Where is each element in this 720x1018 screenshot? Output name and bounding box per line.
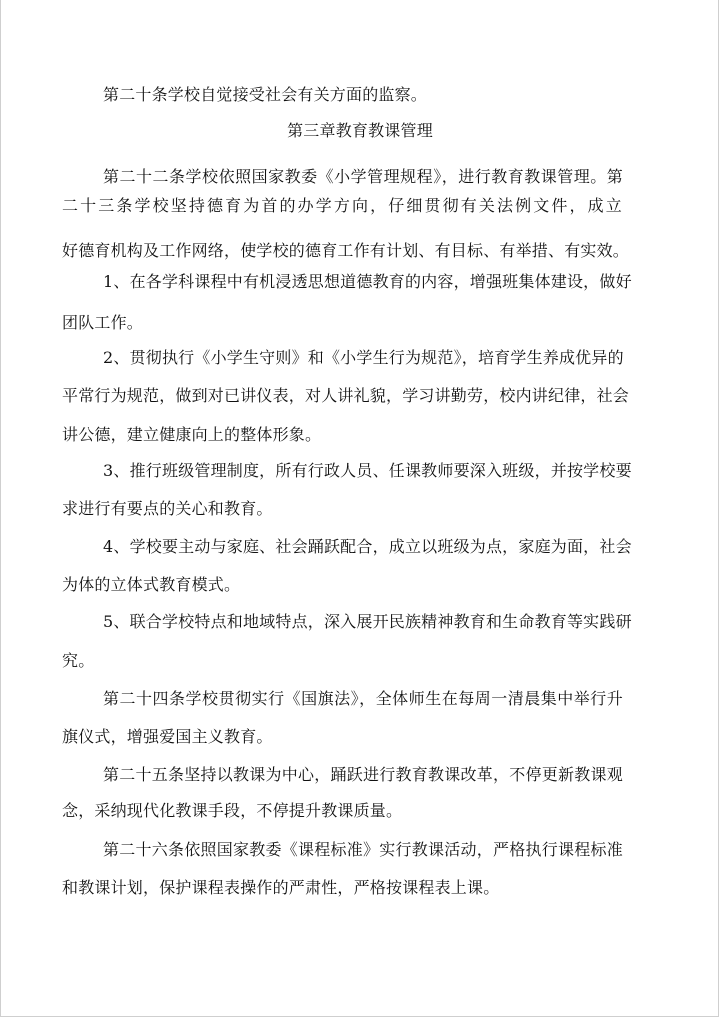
- item-5-line-2: 究。: [62, 651, 95, 670]
- item-1-line-1: 1、在各学科课程中有机浸透思想道德教育的内容，增强班集体建设，做好: [103, 272, 632, 291]
- article-23-line-2: 好德育机构及工作网络，使学校的德育工作有计划、有目标、有举措、有实效。: [62, 241, 630, 260]
- item-2-line-2: 平常行为规范，做到对已讲仪表，对人讲礼貌，学习讲勤劳，校内讲纪律，社会: [62, 386, 630, 405]
- item-3-line-2: 求进行有要点的关心和教育。: [62, 499, 273, 518]
- item-2-line-3: 讲公德，建立健康向上的整体形象。: [62, 425, 322, 444]
- item-2-line-1: 2、贯彻执行《小学生守则》和《小学生行为规范》，培育学生养成优异的: [103, 348, 624, 367]
- item-1-line-2: 团队工作。: [62, 313, 144, 332]
- article-26-line-2: 和教课计划，保护课程表操作的严肃性，严格按课程表上课。: [62, 878, 500, 897]
- article-25-line-2: 念，采纳现代化教课手段，不停提升教课质量。: [62, 801, 403, 820]
- item-3-line-1: 3、推行班级管理制度，所有行政人员、任课教师要深入班级，并按学校要: [103, 461, 632, 480]
- article-25-line-1: 第二十五条坚持以教课为中心，踊跃进行教育教课改革，不停更新教课观: [103, 765, 623, 784]
- article-22-line-1: 第二十二条学校依照国家教委《小学管理规程》，进行教育教课管理。第: [103, 167, 623, 186]
- article-23-line-1: 二十三条学校坚持德育为首的办学方向，仔细贯彻有关法例文件，成立: [62, 196, 622, 215]
- article-20-line-1: 第二十条学校自觉接受社会有关方面的监察。: [103, 85, 428, 104]
- chapter-title: 第三章教育教课管理: [287, 121, 433, 140]
- item-4-line-1: 4、学校要主动与家庭、社会踊跃配合，成立以班级为点，家庭为面，社会: [103, 537, 632, 556]
- item-4-line-2: 为体的立体式教育模式。: [62, 575, 241, 594]
- article-26-line-1: 第二十六条依照国家教委《课程标准》实行教课活动，严格执行课程标准: [103, 840, 623, 859]
- article-24-line-1: 第二十四条学校贯彻实行《国旗法》，全体师生在每周一清晨集中举行升: [103, 689, 623, 708]
- item-5-line-1: 5、联合学校特点和地域特点，深入展开民族精神教育和生命教育等实践研: [103, 612, 632, 631]
- article-24-line-2: 旗仪式，增强爱国主义教育。: [62, 727, 273, 746]
